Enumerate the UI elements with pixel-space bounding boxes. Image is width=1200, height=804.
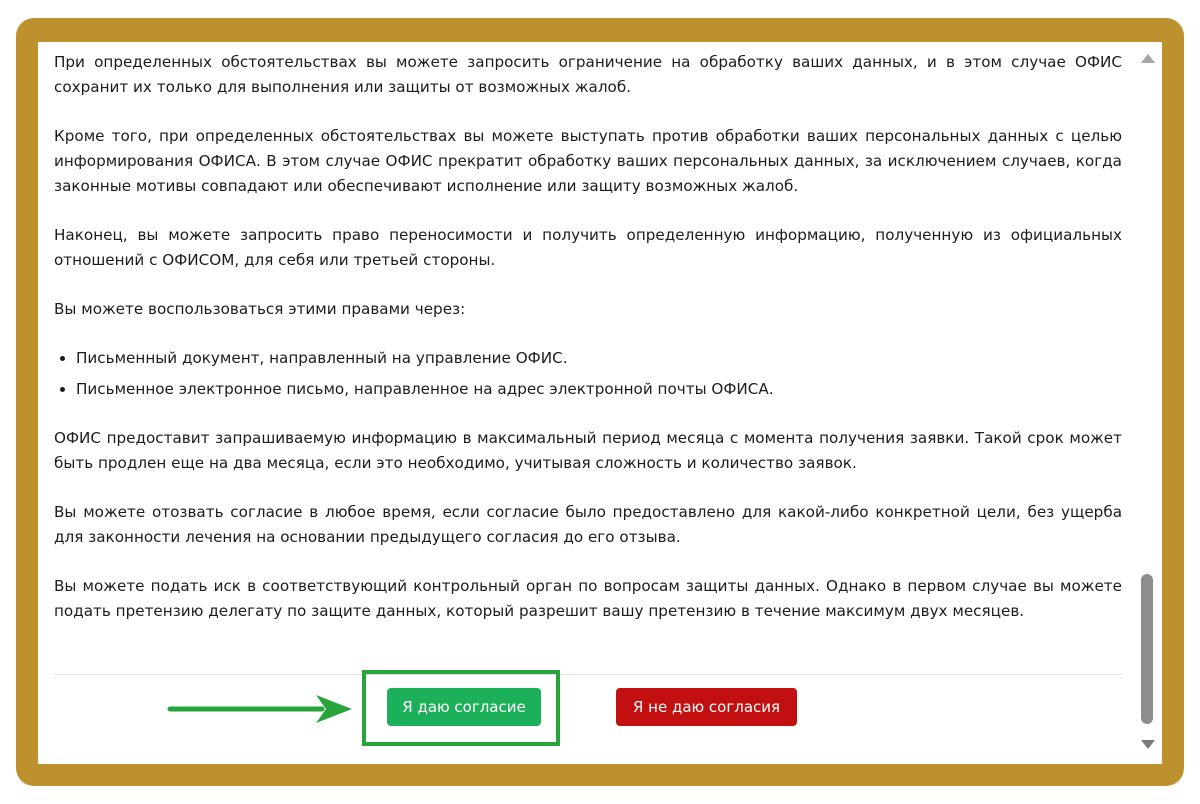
list-item: • Письменный документ, направленный на управление ОФИС. bbox=[76, 346, 1122, 371]
accept-consent-button[interactable]: Я даю согласие bbox=[387, 688, 541, 726]
right-arrow-icon bbox=[166, 692, 356, 726]
paragraph-response-time: ОФИС предоставит запрашиваемую информацию в максимальный период месяца с момента получения заявки. Такой срок может быть продлен еще на два месяца, если это необходимо, учитывая сложность и количество заявок. bbox=[54, 429, 1122, 472]
list-item: • Письменное электронное письмо, направленное на адрес электронной почты ОФИСА. bbox=[76, 377, 1122, 402]
paragraph-rights-intro: Вы можете воспользоваться этими правами через: bbox=[54, 300, 466, 318]
paragraph-restriction: При определенных обстоятельствах вы можете запросить ограничение на обработку ваших данных, и в этом случае ОФИС сохранит их только для выполнения или защиты от возможных жалоб. bbox=[54, 53, 1122, 96]
paragraph-complaint: Вы можете подать иск в соответствующий контрольный орган по вопросам защиты данных. Однако в первом случае вы можете подать претензию делегату по защите данных, который разрешит вашу претензию в течение максимум двух месяцев. bbox=[54, 577, 1122, 620]
consent-text-content bbox=[54, 50, 1122, 648]
triangle-down-icon[interactable] bbox=[1141, 740, 1155, 749]
paragraph-portability: Наконец, вы можете запросить право переносимости и получить определенную информацию, полученную из официальных отношений с ОФИСОМ, для себя или третьей стороны. bbox=[54, 226, 1122, 269]
triangle-up-icon[interactable] bbox=[1141, 54, 1155, 63]
vertical-scrollbar[interactable] bbox=[1138, 42, 1158, 764]
scrollbar-thumb[interactable] bbox=[1141, 574, 1153, 724]
rights-channel-list bbox=[54, 346, 1122, 402]
paragraph-withdraw-consent: Вы можете отозвать согласие в любое время, если согласие было предоставлено для какой-либо конкретной цели, без ущерба для законности лечения на основании предыдущего согласия до его отзыва. bbox=[54, 503, 1122, 546]
decline-consent-button[interactable]: Я не даю согласия bbox=[616, 688, 797, 726]
footer-divider bbox=[54, 674, 1122, 675]
paragraph-objection: Кроме того, при определенных обстоятельствах вы можете выступать против обработки ваших персональных данных с целью информирования ОФИСА. В этом случае ОФИС прекратит обработку ваших персональных данных, за исключением случаев, когда законные мотивы совпадают или обеспечивают исполнение или защиту возможных жалоб. bbox=[54, 127, 1122, 195]
consent-dialog-panel bbox=[38, 42, 1162, 764]
